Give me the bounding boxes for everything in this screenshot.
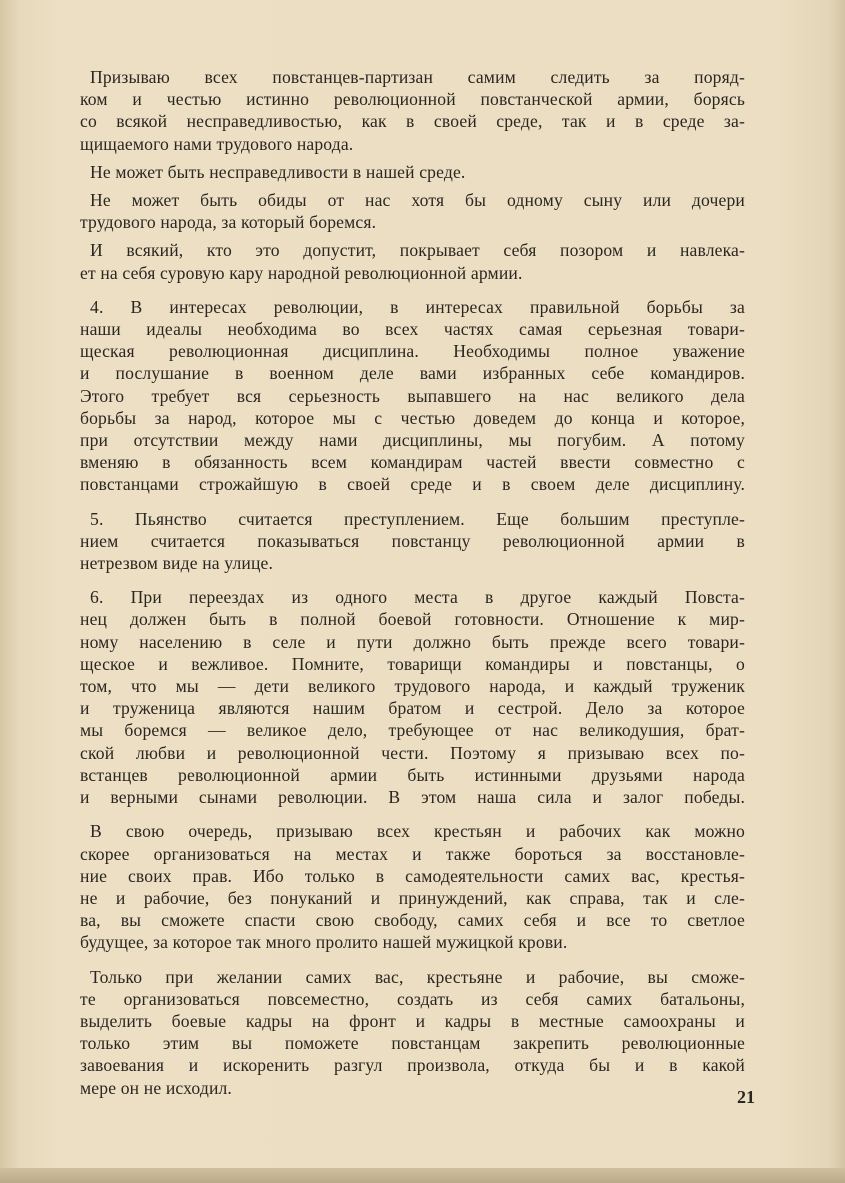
- text-line: скорее организоваться на местах и также бороться за восстановле-: [80, 843, 745, 864]
- text-line: нием считается показываться повстанцу революционной армии в: [80, 530, 745, 551]
- text-line: нец должен быть в полной боевой готовности. Отношение к мир-: [80, 609, 745, 630]
- text-line: и послушание в военном деле вами избранных себе командиров.: [80, 363, 745, 384]
- text-line: 6. При переездах из одного места в другое каждый Повста-: [90, 587, 745, 608]
- text-line: щеское и вежливое. Помните, товарищи командиры и повстанцы, о: [80, 653, 745, 674]
- paragraph: [80, 239, 745, 283]
- text-line: мы боремся — великое дело, требующее от нас великодушия, брат-: [80, 720, 745, 741]
- text-line: наши идеалы необходима во всех частях самая серьезная товари-: [80, 319, 745, 340]
- text-line: те организоваться повсеместно, создать из себя самих батальоны,: [80, 988, 745, 1009]
- text-line: Только при желании самих вас, крестьяне и рабочие, вы сможе-: [90, 966, 745, 987]
- text-line: вменяю в обязанность всем командирам частей ввести совместно с: [80, 452, 745, 473]
- paragraph: [80, 296, 745, 496]
- text-line: борьбы за народ, которое мы с честью доведем до конца и которое,: [80, 407, 745, 428]
- paragraph: [80, 508, 745, 575]
- text-line: только этим вы поможете повстанцам закрепить революционные: [80, 1033, 745, 1054]
- paragraph: [80, 161, 745, 183]
- paragraph: [80, 820, 745, 953]
- text-line: будущее, за которое так много пролито нашей мужицкой крови.: [80, 932, 568, 953]
- paragraph: [80, 66, 745, 155]
- text-line: Призываю всех повстанцев-партизан самим следить за поряд-: [90, 67, 745, 87]
- text-line: при отсутствии между нами дисциплины, мы погубим. А потому: [80, 430, 745, 451]
- text-line: мере он не исходил.: [80, 1077, 232, 1098]
- text-line: 5. Пьянство считается преступлением. Еще большим преступле-: [90, 508, 745, 529]
- text-line: И всякий, кто это допустит, покрывает себя позором и навлека-: [90, 240, 745, 261]
- text-line: Этого требует вся серьезность выпавшего на нас великого дела: [80, 385, 745, 406]
- text-line: ком и честью истинно революционной повстанческой армии, борясь: [80, 89, 745, 110]
- text-line: повстанцами строжайшую в своей среде и в своем деле дисциплину.: [80, 474, 745, 495]
- text-line: ет на себя суровую кару народной революционной армии.: [80, 262, 523, 283]
- text-line: ние своих прав. Ибо только в самодеятельности самих вас, крестья-: [80, 865, 745, 886]
- page-number: 21: [737, 1087, 755, 1107]
- document-body: [80, 66, 745, 1105]
- text-line: встанцев революционной армии быть истинными друзьями народа: [80, 764, 745, 785]
- text-line: Не может быть обиды от нас хотя бы одному сыну или дочери: [90, 190, 745, 211]
- text-line: со всякой несправедливостью, как в своей среде, так и в среде за-: [80, 111, 745, 132]
- text-line: нетрезвом виде на улице.: [80, 553, 274, 574]
- text-line: ской любви и революционной чести. Поэтому я призываю всех по-: [80, 742, 745, 763]
- text-line: ному населению в селе и пути должно быть прежде всего товари-: [80, 631, 745, 652]
- text-line: 4. В интересах революции, в интересах правильной борьбы за: [90, 296, 745, 317]
- paragraph: [80, 586, 745, 808]
- text-line: завоевания и искоренить разгул произвола, откуда бы и в какой: [80, 1055, 745, 1076]
- text-line: щищаемого нами трудового народа.: [80, 133, 354, 154]
- text-line: Не может быть несправедливости в нашей среде.: [90, 161, 466, 182]
- text-line: выделить боевые кадры на фронт и кадры в местные самоохраны и: [80, 1010, 745, 1031]
- text-line: ва, вы сможете спасти свою свободу, самих себя и все то светлое: [80, 910, 745, 931]
- text-line: и верными сынами революции. В этом наша сила и залог победы.: [80, 787, 745, 808]
- paragraph: [80, 189, 745, 233]
- page-bottom-edge: [0, 1168, 845, 1183]
- text-line: том, что мы — дети великого трудового народа, и каждый труженик: [80, 676, 745, 697]
- text-line: В свою очередь, призываю всех крестьян и рабочих как можно: [90, 821, 745, 842]
- text-line: не и рабочие, без понуканий и принуждений, как справа, так и сле-: [80, 887, 745, 908]
- text-line: трудового народа, за который боремся.: [80, 212, 377, 233]
- paragraph: [80, 966, 745, 1099]
- text-line: щеская революционная дисциплина. Необходимы полное уважение: [80, 341, 745, 362]
- text-line: и труженица являются нашим братом и сестрой. Дело за которое: [80, 698, 745, 719]
